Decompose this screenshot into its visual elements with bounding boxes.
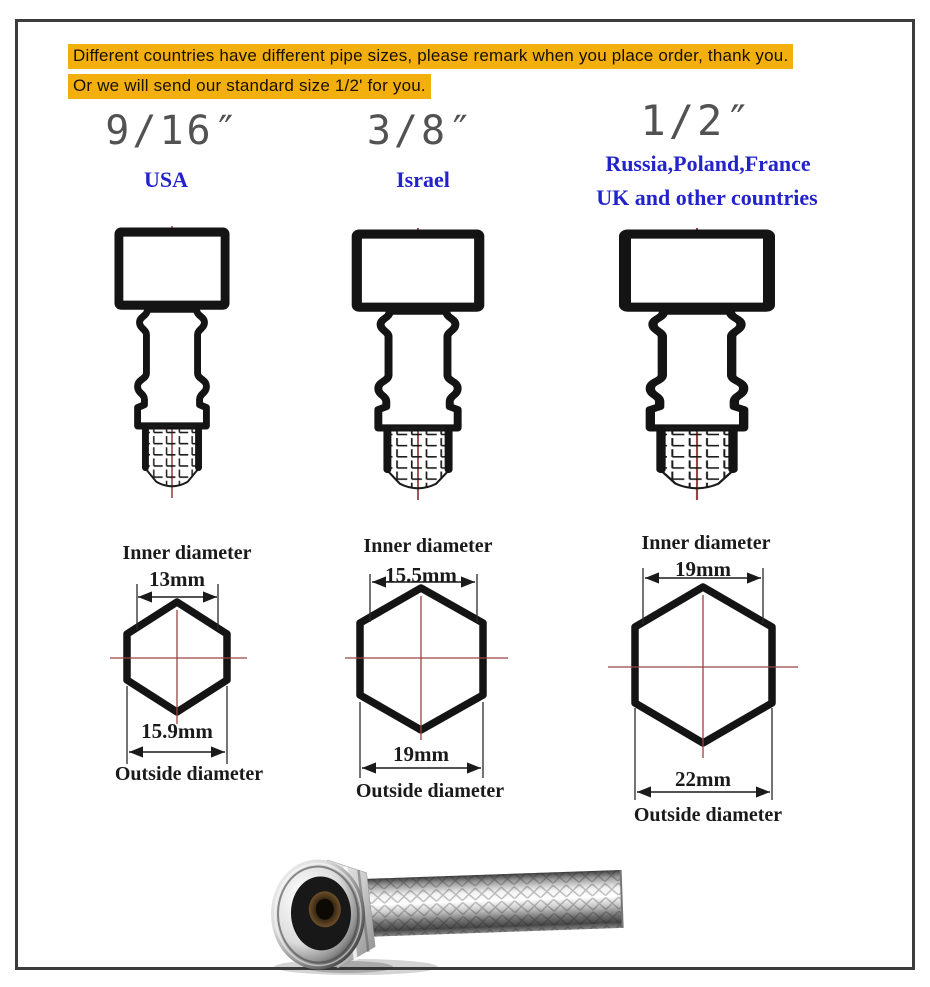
pipe-connector-drawing-9-16	[113, 224, 231, 500]
size-label-3-8: 3/8″	[366, 108, 476, 154]
size-label-1-2: 1/2″	[640, 96, 754, 145]
inner-diameter-value: 13mm	[149, 567, 205, 591]
region-label-uk-other: UK and other countries	[596, 185, 818, 210]
region-label-israel: Israel	[396, 167, 450, 192]
region-label-russia-poland-france: Russia,Poland,France	[605, 151, 811, 176]
outside-diameter-value: 15.9mm	[141, 719, 213, 743]
inner-diameter-label: Inner diameter	[122, 542, 252, 564]
notice-line-2: Or we will send our standard size 1/2' for you.	[68, 74, 431, 99]
hex-nut-diagram-3-8	[330, 530, 530, 810]
outside-diameter-label: Outside diameter	[355, 780, 505, 802]
outside-diameter-label: Outside diameter	[633, 804, 783, 826]
outside-diameter-value: 22mm	[675, 767, 731, 791]
size-label-9-16: 9/16″	[105, 108, 241, 154]
notice-line-1: Different countries have different pipe sizes, please remark when you place order, thank you.	[68, 44, 793, 69]
inner-diameter-label: Inner diameter	[641, 532, 771, 554]
braided-hose-photo	[268, 846, 628, 978]
inner-diameter-value: 19mm	[675, 557, 731, 581]
pipe-connector-drawing-1-2	[617, 226, 777, 502]
hex-nut-diagram-1-2	[600, 528, 820, 830]
pipe-connector-drawing-3-8	[350, 226, 486, 502]
outside-diameter-label: Outside diameter	[114, 763, 264, 785]
inner-diameter-label: Inner diameter	[363, 535, 493, 557]
inner-diameter-value: 15.5mm	[385, 563, 457, 587]
hex-nut-diagram-9-16	[95, 538, 285, 790]
region-label-usa: USA	[143, 167, 188, 192]
outside-diameter-value: 19mm	[393, 742, 449, 766]
